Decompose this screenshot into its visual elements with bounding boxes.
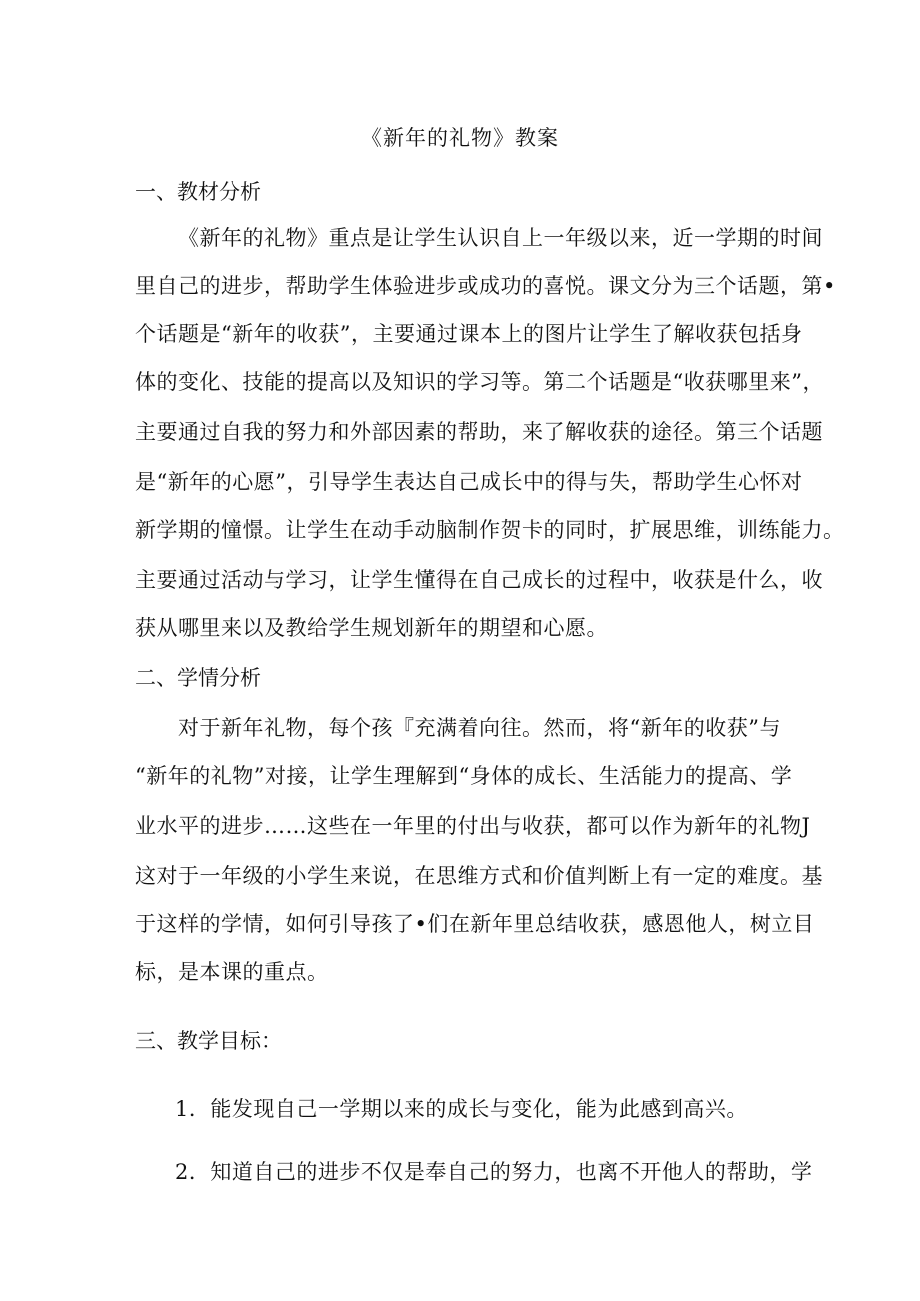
objective-item: 2．知道自己的进步不仅是奉自己的努力，也离不开他人的帮助，学 — [175, 1160, 813, 1184]
paragraph-line: “新年的礼物”对接，让学生理解到“身体的成长、生活能力的提高、学 — [135, 764, 793, 788]
paragraph-line: 主要通过自我的努力和外部因素的帮助，来了解收获的途径。第三个话题 — [135, 420, 823, 444]
section-heading-textbook-analysis: 一、教材分析 — [135, 180, 261, 204]
paragraph-line: 新学期的憧憬。让学生在动手动脑制作贺卡的同时，扩展思维，训练能力。 — [135, 518, 845, 542]
paragraph-line: 获从哪里来以及教给学生规划新年的期望和心愿。 — [135, 616, 608, 640]
paragraph-line: 于这样的学情，如何引导孩了•们在新年里总结收获，感恩他人，树立目 — [135, 912, 815, 936]
section-heading-teaching-objectives: 三、教学目标： — [135, 1029, 282, 1053]
paragraph-line: 标，是本课的重点。 — [135, 960, 329, 984]
objective-item: 1．能发现自己一学期以来的成长与变化，能为此感到高兴。 — [175, 1097, 748, 1121]
paragraph-line: 里自己的进步，帮助学生体验进步或成功的喜悦。课文分为三个话题，第• — [135, 274, 836, 298]
section-heading-learning-analysis: 二、学情分析 — [135, 666, 261, 690]
paragraph-line: 体的变化、技能的提高以及知识的学习等。第二个话题是“收获哪里来”， — [135, 370, 824, 394]
paragraph-line: 这对于一年级的小学生来说，在思维方式和价值判断上有一定的难度。基 — [135, 864, 823, 888]
paragraph-line: 对于新年礼物，每个孩『充满着向往。然而，将“新年的收获”与 — [178, 716, 781, 740]
paragraph-line: 《新年的礼物》重点是让学生认识自上一年级以来，近一学期的时间 — [178, 226, 823, 250]
paragraph-line: 个话题是“新年的收获”，主要通过课本上的图片让学生了解收获包括身 — [135, 322, 803, 346]
document-title: 《新年的礼物》教案 — [361, 126, 559, 150]
paragraph-line: 业水平的进步……这些在一年里的付出与收获，都可以作为新年的礼物J — [135, 814, 811, 838]
paragraph-line: 是“新年的心愿”，引导学生表达自己成长中的得与失，帮助学生心怀对 — [135, 470, 803, 494]
paragraph-line: 主要通过活动与学习，让学生懂得在自己成长的过程中，收获是什么，收 — [135, 568, 823, 592]
